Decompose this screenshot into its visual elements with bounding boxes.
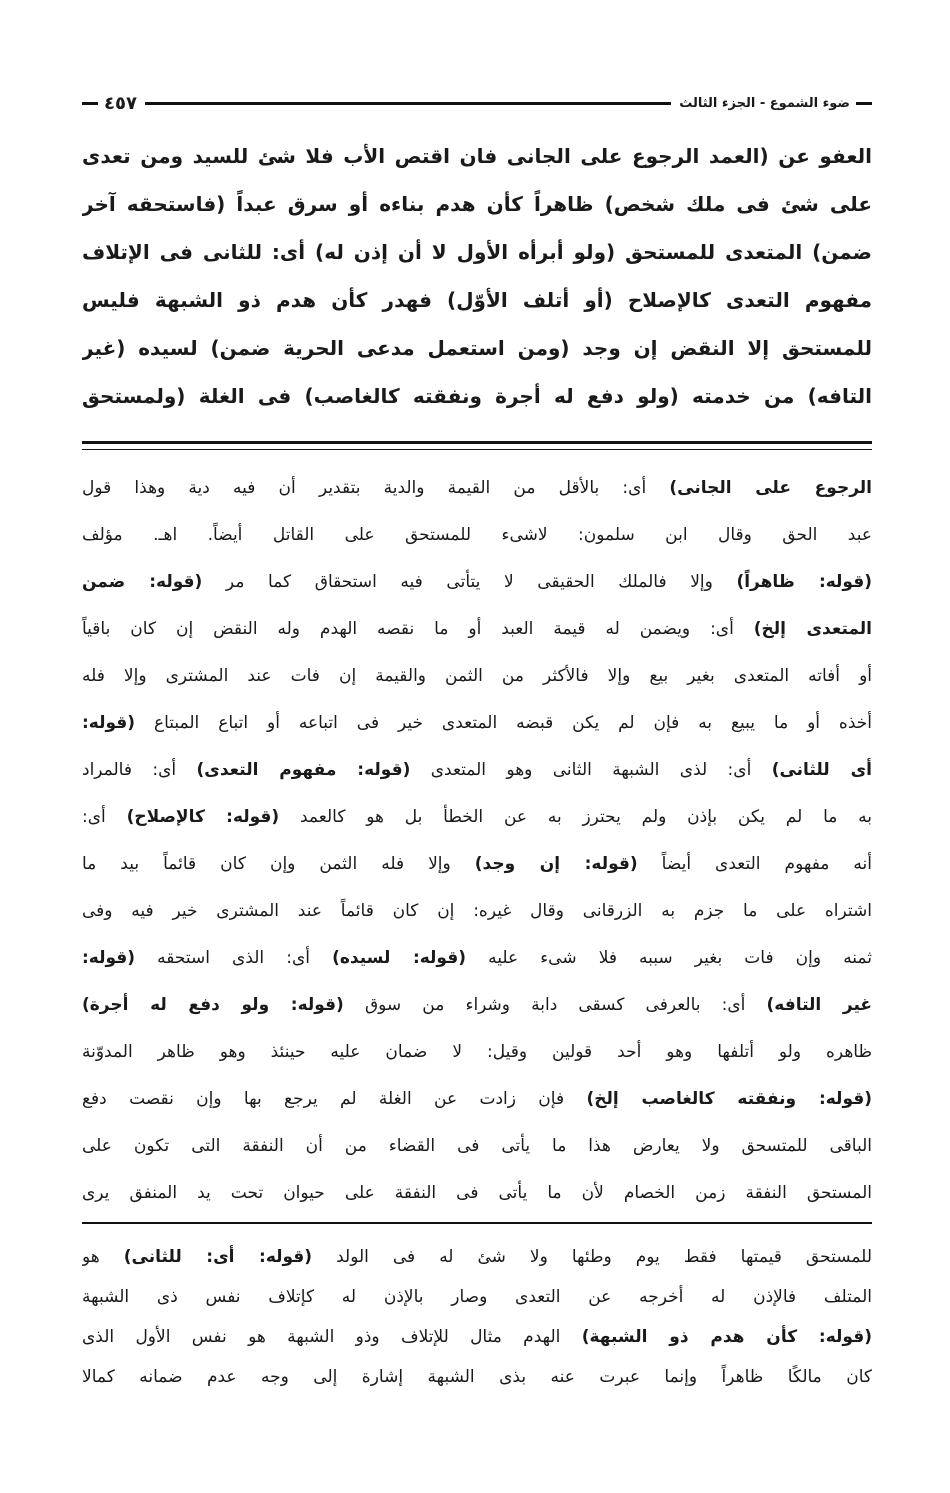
text-line bbox=[82, 324, 872, 372]
text-line bbox=[82, 1076, 872, 1123]
text-line bbox=[82, 747, 872, 794]
text-line bbox=[82, 700, 872, 747]
text-line bbox=[82, 465, 872, 512]
bold-quote: المتعدى إلخ) bbox=[753, 619, 872, 639]
bold-quote: (قوله: bbox=[82, 948, 136, 968]
bold-quote: (قوله: ظاهراً) bbox=[736, 572, 872, 592]
text-segment: المستحق النفقة زمن الخصام لأن ما يأتى فى النفقة على حيوان تحت يد المنفق يرى bbox=[82, 1183, 872, 1203]
bold-quote: أى للثانى) bbox=[771, 760, 872, 780]
text-segment: الهدم مثال للإتلاف وذو الشبهة هو نفس الأول الذى bbox=[82, 1327, 582, 1347]
bold-quote: ضمن) المتعدى للمستحق (ولو أبرأه الأول لا أن إذن له) أى: للثانى فى الإتلاف bbox=[82, 240, 872, 264]
text-segment: أخذه أو ما يبيع به فإن لم يكن قبضه المتعدى خير فى اتباعه أو اتباع المبتاع bbox=[135, 713, 872, 733]
text-segment: أنه مفهوم التعدى أيضاً bbox=[637, 854, 872, 874]
bold-quote: (قوله: لسيده) bbox=[332, 948, 466, 968]
text-line bbox=[82, 606, 872, 653]
bold-quote: (قوله: ضمن bbox=[82, 572, 203, 592]
text-segment: أى: bbox=[82, 807, 127, 827]
text-line bbox=[82, 512, 872, 559]
footnote-rule bbox=[82, 1222, 872, 1224]
text-line bbox=[82, 276, 872, 324]
text-segment: أى: ويضمن له قيمة العبد أو ما نقصه الهدم وله النقض إن كان باقياً bbox=[82, 619, 754, 639]
text-segment: ظاهره ولو أتلفها وهو أحد قولين وقيل: لا ضمان عليه حينئذ وهو ظاهر المدوّنة bbox=[82, 1042, 872, 1062]
text-segment: المتلف فالإذن له أخرجه عن التعدى وصار بالإذن له كإتلاف نفس ذى الشبهة bbox=[82, 1287, 872, 1307]
text-line bbox=[82, 982, 872, 1029]
header-dash bbox=[856, 102, 872, 105]
text-segment: وإلا فله الثمن وإن كان قائماً بيد ما bbox=[82, 854, 475, 874]
text-line bbox=[82, 794, 872, 841]
text-line bbox=[82, 372, 872, 420]
bold-quote: (قوله: كأن هدم ذو الشبهة) bbox=[581, 1327, 872, 1347]
text-segment: هو bbox=[82, 1247, 124, 1267]
text-segment: أى: فالمراد bbox=[82, 760, 197, 780]
text-segment: أى: الذى استحقه bbox=[135, 948, 333, 968]
running-header bbox=[82, 90, 872, 116]
text-line bbox=[82, 1317, 872, 1357]
text-segment: أو أفاته المتعدى بغير بيع وإلا فالأكثر من الثمن والقيمة إن فات عند المشترى وإلا فله bbox=[82, 666, 872, 686]
bold-quote: (قوله: ولو دفع له أجرة) bbox=[82, 995, 344, 1015]
text-segment: عبد الحق وقال ابن سلمون: لاشىء للمستحق على القاتل أيضاً. اهـ. مؤلف bbox=[82, 525, 872, 545]
running-title: ضوء الشموع - الجزء الثالث bbox=[679, 95, 850, 111]
main-text bbox=[82, 132, 872, 420]
bold-quote: (قوله: ونفقته كالغاصب إلخ) bbox=[586, 1089, 872, 1109]
double-rule-bottom bbox=[82, 449, 872, 450]
double-rule-top bbox=[82, 441, 872, 444]
bold-quote: على شئ فى ملك شخص) ظاهراً كأن هدم بناءه أو سرق عبداً (فاستحقه آخر bbox=[82, 192, 872, 216]
text-segment: وإلا فالملك الحقيقى لا يتأتى فيه استحقاق كما مر bbox=[202, 572, 737, 592]
text-line bbox=[82, 559, 872, 606]
bold-quote: (قوله: أى: للثانى) bbox=[123, 1247, 313, 1267]
text-line bbox=[82, 1277, 872, 1317]
bold-quote: (قوله: bbox=[82, 713, 136, 733]
page-number: ٤٥٧ bbox=[104, 92, 137, 114]
text-line bbox=[82, 132, 872, 180]
text-segment: أى: بالعرفى كسقى دابة وشراء من سوق bbox=[343, 995, 767, 1015]
text-line bbox=[82, 841, 872, 888]
text-line bbox=[82, 1170, 872, 1217]
bold-quote: (قوله: كالإصلاح) bbox=[126, 807, 280, 827]
commentary-text bbox=[82, 465, 872, 1217]
header-rule bbox=[145, 102, 671, 105]
header-dash bbox=[82, 102, 98, 105]
text-line bbox=[82, 180, 872, 228]
text-line bbox=[82, 228, 872, 276]
bold-quote: غير التافه) bbox=[766, 995, 872, 1015]
text-segment: ثمنه وإن فات بغير سببه فلا شىء عليه bbox=[466, 948, 872, 968]
text-segment: أى: بالأقل من القيمة والدية بتقدير أن فيه دية وهذا قول bbox=[82, 478, 670, 498]
text-line bbox=[82, 1357, 872, 1397]
bold-quote: مفهوم التعدى كالإصلاح (أو أتلف الأوّل) فهدر كأن هدم ذو الشبهة فليس bbox=[82, 288, 872, 312]
text-line bbox=[82, 935, 872, 982]
text-line bbox=[82, 653, 872, 700]
bold-quote: للمستحق إلا النقض إن وجد (ومن استعمل مدعى الحرية ضمن) لسيده (غير bbox=[82, 336, 872, 360]
bold-quote: الرجوع على الجانى) bbox=[669, 478, 872, 498]
text-segment: الباقى للمتسحق ولا يعارض هذا ما يأتى فى القضاء من أن النفقة التى تكون على bbox=[82, 1136, 872, 1156]
text-line bbox=[82, 1123, 872, 1170]
bold-quote: (قوله: مفهوم التعدى) bbox=[196, 760, 411, 780]
bold-quote: التافه) من خدمته (ولو دفع له أجرة ونفقته كالغاصب) فى الغلة (ولمستحق bbox=[82, 384, 872, 408]
bold-quote: (قوله: إن وجد) bbox=[474, 854, 638, 874]
text-segment: به ما لم يكن بإذن ولم يحترز به عن الخطأ بل هو كالعمد bbox=[279, 807, 872, 827]
text-segment: أى: لذى الشبهة الثانى وهو المتعدى bbox=[410, 760, 772, 780]
text-segment: فإن زادت عن الغلة لم يرجع بها وإن نقصت دفع bbox=[82, 1089, 587, 1109]
text-line bbox=[82, 1237, 872, 1277]
bold-quote: العفو عن (العمد الرجوع على الجانى فان اقتص الأب فلا شئ للسيد ومن تعدى bbox=[82, 144, 872, 168]
text-segment: كان مالكًا ظاهراً وإنما عبرت عنه بذى الشبهة إشارة إلى وجه عدم ضمانه كمالا bbox=[82, 1367, 872, 1387]
text-segment: للمستحق قيمتها فقط يوم وطئها ولا شئ له فى الولد bbox=[312, 1247, 872, 1267]
text-line bbox=[82, 1029, 872, 1076]
text-line bbox=[82, 888, 872, 935]
footnote-text bbox=[82, 1237, 872, 1397]
text-segment: اشتراه على ما جزم به الزرقانى وقال غيره: إن كان قائماً عند المشترى خير فيه وفى bbox=[82, 901, 872, 921]
